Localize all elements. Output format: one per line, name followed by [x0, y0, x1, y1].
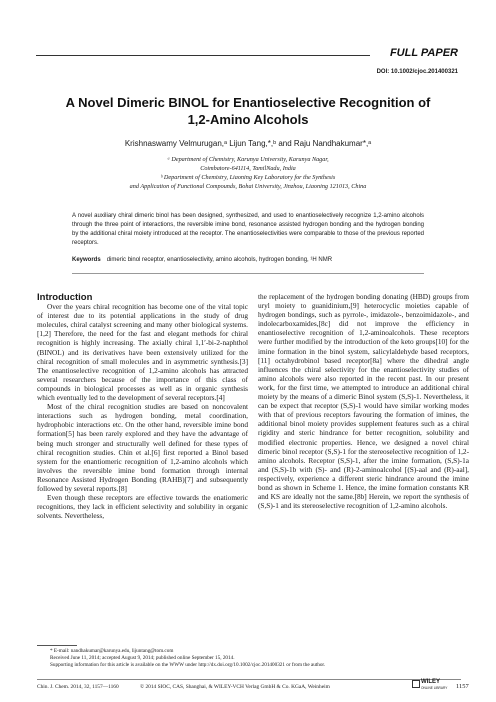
affiliations [40, 155, 456, 191]
footnotes [50, 648, 450, 669]
affiliation-line: ᵃ Department of Chemistry, Karunya University, Karunya Nagar, [167, 156, 329, 163]
copyright: © 2014 SIOC, CAS, Shanghai, & WILEY-VCH Verlag GmbH & Co. KGaA, Weinheim [140, 684, 330, 690]
footer-rule [37, 679, 461, 680]
publisher-subtitle: ONLINE LIBRARY [421, 686, 448, 690]
title-line: 1,2-Amino Alcohols [187, 112, 309, 127]
footnote-email[interactable]: * E-mail: nandhakumar@karunya.edu, lijuntang@tom.com [50, 648, 174, 654]
doi[interactable]: DOI: 10.1002/cjoc.201400321 [376, 69, 458, 75]
footnote-rule [37, 645, 77, 646]
keywords-label: Keywords [72, 257, 101, 263]
header-rule [36, 55, 370, 56]
body-paragraph: the replacement of the hydrogen bonding donating (HBD) groups from uryl moiety to guanidinium,[9] heterocyclic moieties capable of hydrogen bondings, such as pyrrole-, imidazole-, benzoimidazole-, and indolecarboxamides,[8c] did not improve the efficiency in enantioselective recognition of 1,2-aminoalcohols. These receptors were further modified by the introduction of the keto groups[10] for the imine formation in the binol system, salicylaldehyde based receptors,[11] octahydrobinol based receptor[8a] where the dihedral angle influences the chiral selectivity for the enantioselectivity studies of amino alcohols were also reported in the recent past. In our present work, for the first time, we attempted to introduce an additional chiral moiety by the means of a dimeric Binol system (S,S)-1. Nevertheless, it can be expect that receptor (S,S)-1 would have similar working modes with that of previous receptors favouring the formation of imines, the additional binol moiety provides supplement features such as a chiral rigidity and steric hindrance for better recognition, solubility and modified electronic properties. Hence, we designed a novel chiral dimeric binol receptor (S,S)-1 for the stereoselective recognition of 1,2-amino alcohols. Receptor (S,S)-1, after the imine formation, (S,S)-1a and (S,S)-1b with (S)- and (R)-2-aminoalcohol [(S)-aal and (R)-aal], respectively, experience a different steric hindrance around the imine bond as shown in Scheme 1. Hence, the imine formation constants KR and KS are ideally not the same.[8b] Herein, we report the synthesis of (S,S)-1 and its stereoselective recognition of 1,2-amino alcohols. [258, 292, 469, 511]
footnote-dates: Received June 11, 2014; accepted August 9, 2014; published online September 15, 2014. [50, 655, 235, 661]
article-type-label: FULL PAPER [389, 47, 458, 59]
publisher-name: WILEY [421, 679, 440, 685]
abstract: A novel auxiliary chiral dimeric binol has been designed, synthesized, and used to enantioselectively recognize 1,2-amino alcohols through the three point of interactions, the reversible imine bond, resonance assisted hydrogen bonding and the hydrogen bonding by the additional chiral moiety introduced at the receptor. The enantioselectivities were comparable to those of the previous reported receptors. [72, 213, 424, 246]
footnote-supporting-info[interactable]: Supporting information for this article is available on the WWW under http://dx.doi.org/10.1002/cjoc.201400321 or from the author. [50, 662, 326, 668]
body-paragraph: Over the years chiral recognition has become one of the vital topic of interest due to its potential applications in the study of drug molecules, chiral catalyst screening and many other biological systems.[1,2] Therefore, the need for the fast and elegant methods for chiral recognition is highly increasing. The axially chiral 1,1′-bi-2-naphthol (BINOL) and its derivatives have been extensively utilized for the chiral recognition of small molecules and in asymmetric synthesis.[3] The enantioselective recognition of 1,2-amino alcohols has attracted several researchers because of the importance of this class of compounds in biological processes as well as in organic synthesis which eventually led to the development of several receptors.[4] [37, 302, 248, 403]
body-paragraph: Even though these receptors are effective towards the enatiomeric recognitions, they lack in efficient selectivity and solubility in organic solvents. Nevertheless, [37, 493, 248, 521]
abstract-divider [72, 273, 424, 274]
affiliation-line: ᵇ Department of Chemistry, Liaoning Key Laboratory for the Synthesis [160, 174, 336, 181]
keywords-text: dimeric binol receptor, enantioselectivity, amino alcohols, hydrogen bonding, ¹H NMR [106, 257, 333, 263]
paper-title [40, 94, 456, 128]
body-paragraph: Most of the chiral recognition studies are based on noncovalent interactions such as hydrogen bonding, metal coordination, hydrophobic interactions etc. On the other hand, reversible imine bond formation[5] has been rarely explored and they have the advantage of being much stronger and structurally well defined for these types of chiral recognition studies. Chin et al.[6] first reported a Binol based system for the enantiomeric recognition of 1,2-amino alcohols which involves the reversible imine bond formation through internal Resonance Assisted Hydrogen Bonding (RAHB)[7] and subsequently followed by several reports.[8] [37, 402, 248, 493]
affiliation-line: Coimbatore-641114, TamilNadu, India [200, 165, 296, 172]
left-column [37, 293, 248, 520]
journal-citation: Chin. J. Chem. 2014, 32, 1157—1160 [37, 684, 119, 690]
section-heading-introduction: Introduction [37, 292, 93, 303]
author-list: Krishnaswamy Velmurugan,ᵃ Lijun Tang,*,ᵇ and Raju Nandhakumar*,ᵃ [124, 139, 372, 148]
page-number: 1157 [456, 683, 469, 690]
keywords [72, 257, 424, 263]
title-line: A Novel Dimeric BINOL for Enantioselective Recognition of [65, 95, 431, 110]
wiley-online-library-logo[interactable] [412, 680, 446, 692]
wiley-logo-icon [412, 680, 420, 688]
affiliation-line: and Application of Functional Compounds, Bohai University, Jinzhou, Liaoning 121013, China [129, 183, 367, 190]
right-column [258, 292, 469, 510]
